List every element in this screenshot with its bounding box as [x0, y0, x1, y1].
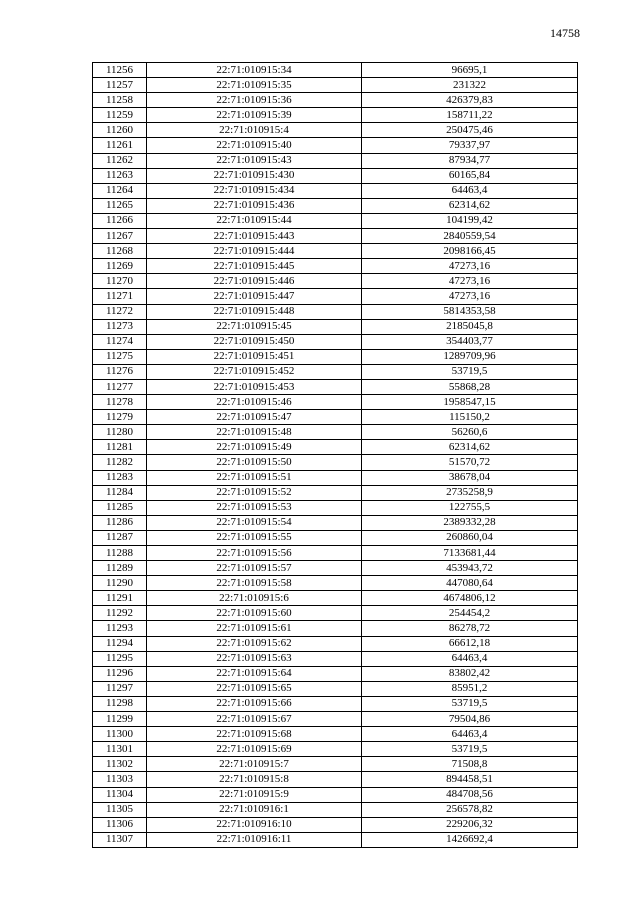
cadastral-number-cell: 22:71:010915:448: [147, 304, 362, 319]
cadastral-number-cell: 22:71:010915:40: [147, 138, 362, 153]
cadastral-number-cell: 22:71:010915:451: [147, 349, 362, 364]
value-cell: 1958547,15: [362, 395, 578, 410]
row-number-cell: 11260: [93, 123, 147, 138]
value-cell: 79504,86: [362, 712, 578, 727]
cadastral-number-cell: 22:71:010915:446: [147, 274, 362, 289]
value-cell: 104199,42: [362, 213, 578, 228]
table-row: [93, 213, 578, 228]
value-cell: 51570,72: [362, 455, 578, 470]
table-row: [93, 455, 578, 470]
cadastral-number-cell: 22:71:010915:9: [147, 787, 362, 802]
cadastral-number-cell: 22:71:010915:56: [147, 546, 362, 561]
table-row: [93, 515, 578, 530]
cadastral-number-cell: 22:71:010915:434: [147, 183, 362, 198]
row-number-cell: 11286: [93, 515, 147, 530]
cadastral-number-cell: 22:71:010915:57: [147, 561, 362, 576]
data-table: [92, 62, 578, 848]
row-number-cell: 11303: [93, 772, 147, 787]
cadastral-number-cell: 22:71:010915:450: [147, 334, 362, 349]
table-row: [93, 78, 578, 93]
cadastral-number-cell: 22:71:010915:4: [147, 123, 362, 138]
table-row: [93, 183, 578, 198]
cadastral-number-cell: 22:71:010915:45: [147, 319, 362, 334]
table-row: [93, 636, 578, 651]
cadastral-number-cell: 22:71:010915:436: [147, 198, 362, 213]
cadastral-number-cell: 22:71:010915:430: [147, 168, 362, 183]
value-cell: 38678,04: [362, 470, 578, 485]
table-row: [93, 742, 578, 757]
cadastral-number-cell: 22:71:010915:7: [147, 757, 362, 772]
value-cell: 47273,16: [362, 289, 578, 304]
cadastral-number-cell: 22:71:010915:67: [147, 712, 362, 727]
cadastral-number-cell: 22:71:010915:34: [147, 63, 362, 78]
row-number-cell: 11294: [93, 636, 147, 651]
table-row: [93, 168, 578, 183]
row-number-cell: 11270: [93, 274, 147, 289]
row-number-cell: 11256: [93, 63, 147, 78]
table-row: [93, 500, 578, 515]
table-row: [93, 123, 578, 138]
cadastral-number-cell: 22:71:010915:36: [147, 93, 362, 108]
value-cell: 86278,72: [362, 621, 578, 636]
row-number-cell: 11288: [93, 546, 147, 561]
value-cell: 447080,64: [362, 576, 578, 591]
table-row: [93, 576, 578, 591]
cadastral-number-cell: 22:71:010915:55: [147, 530, 362, 545]
value-cell: 56260,6: [362, 425, 578, 440]
table-row: [93, 334, 578, 349]
cadastral-number-cell: 22:71:010915:48: [147, 425, 362, 440]
row-number-cell: 11267: [93, 229, 147, 244]
row-number-cell: 11264: [93, 183, 147, 198]
cadastral-number-cell: 22:71:010915:47: [147, 410, 362, 425]
cadastral-number-cell: 22:71:010915:64: [147, 666, 362, 681]
cadastral-number-cell: 22:71:010915:54: [147, 515, 362, 530]
cadastral-number-cell: 22:71:010915:8: [147, 772, 362, 787]
table-row: [93, 379, 578, 394]
cadastral-number-cell: 22:71:010915:62: [147, 636, 362, 651]
page-number: 14758: [550, 26, 580, 40]
table-row: [93, 440, 578, 455]
table-row: [93, 138, 578, 153]
table-row: [93, 229, 578, 244]
row-number-cell: 11261: [93, 138, 147, 153]
row-number-cell: 11272: [93, 304, 147, 319]
value-cell: 55868,28: [362, 379, 578, 394]
value-cell: 250475,46: [362, 123, 578, 138]
table-row: [93, 591, 578, 606]
cadastral-number-cell: 22:71:010915:63: [147, 651, 362, 666]
row-number-cell: 11305: [93, 802, 147, 817]
row-number-cell: 11273: [93, 319, 147, 334]
table-row: [93, 832, 578, 847]
row-number-cell: 11276: [93, 364, 147, 379]
row-number-cell: 11281: [93, 440, 147, 455]
value-cell: 64463,4: [362, 183, 578, 198]
row-number-cell: 11259: [93, 108, 147, 123]
row-number-cell: 11268: [93, 244, 147, 259]
table-row: [93, 772, 578, 787]
row-number-cell: 11297: [93, 681, 147, 696]
row-number-cell: 11307: [93, 832, 147, 847]
cadastral-number-cell: 22:71:010915:6: [147, 591, 362, 606]
row-number-cell: 11290: [93, 576, 147, 591]
cadastral-number-cell: 22:71:010915:46: [147, 395, 362, 410]
cadastral-number-cell: 22:71:010916:1: [147, 802, 362, 817]
row-number-cell: 11302: [93, 757, 147, 772]
row-number-cell: 11285: [93, 500, 147, 515]
table-row: [93, 621, 578, 636]
row-number-cell: 11265: [93, 198, 147, 213]
cadastral-number-cell: 22:71:010915:49: [147, 440, 362, 455]
row-number-cell: 11299: [93, 712, 147, 727]
row-number-cell: 11284: [93, 485, 147, 500]
value-cell: 7133681,44: [362, 546, 578, 561]
table-row: [93, 606, 578, 621]
table-body: [93, 63, 578, 848]
value-cell: 229206,32: [362, 817, 578, 832]
table-row: [93, 198, 578, 213]
table-row: [93, 787, 578, 802]
value-cell: 453943,72: [362, 561, 578, 576]
table-row: [93, 546, 578, 561]
table-row: [93, 802, 578, 817]
cadastral-number-cell: 22:71:010915:51: [147, 470, 362, 485]
table-row: [93, 349, 578, 364]
row-number-cell: 11266: [93, 213, 147, 228]
cadastral-number-cell: 22:71:010915:44: [147, 213, 362, 228]
value-cell: 47273,16: [362, 259, 578, 274]
cadastral-number-cell: 22:71:010915:58: [147, 576, 362, 591]
cadastral-number-cell: 22:71:010915:35: [147, 78, 362, 93]
table-row: [93, 485, 578, 500]
value-cell: 47273,16: [362, 274, 578, 289]
cadastral-number-cell: 22:71:010915:43: [147, 153, 362, 168]
table-row: [93, 93, 578, 108]
table-row: [93, 757, 578, 772]
row-number-cell: 11298: [93, 696, 147, 711]
value-cell: 231322: [362, 78, 578, 93]
table-row: [93, 530, 578, 545]
value-cell: 354403,77: [362, 334, 578, 349]
table-row: [93, 817, 578, 832]
value-cell: 96695,1: [362, 63, 578, 78]
table-row: [93, 666, 578, 681]
row-number-cell: 11296: [93, 666, 147, 681]
row-number-cell: 11293: [93, 621, 147, 636]
table-row: [93, 244, 578, 259]
value-cell: 484708,56: [362, 787, 578, 802]
row-number-cell: 11287: [93, 530, 147, 545]
table-row: [93, 319, 578, 334]
value-cell: 83802,42: [362, 666, 578, 681]
row-number-cell: 11274: [93, 334, 147, 349]
row-number-cell: 11295: [93, 651, 147, 666]
value-cell: 85951,2: [362, 681, 578, 696]
table-row: [93, 259, 578, 274]
value-cell: 5814353,58: [362, 304, 578, 319]
table-row: [93, 696, 578, 711]
cadastral-number-cell: 22:71:010915:52: [147, 485, 362, 500]
row-number-cell: 11291: [93, 591, 147, 606]
row-number-cell: 11269: [93, 259, 147, 274]
table-row: [93, 395, 578, 410]
cadastral-number-cell: 22:71:010915:39: [147, 108, 362, 123]
row-number-cell: 11289: [93, 561, 147, 576]
row-number-cell: 11277: [93, 379, 147, 394]
table-row: [93, 681, 578, 696]
value-cell: 1289709,96: [362, 349, 578, 364]
cadastral-number-cell: 22:71:010915:61: [147, 621, 362, 636]
table-row: [93, 561, 578, 576]
row-number-cell: 11283: [93, 470, 147, 485]
value-cell: 60165,84: [362, 168, 578, 183]
value-cell: 87934,77: [362, 153, 578, 168]
value-cell: 62314,62: [362, 440, 578, 455]
table-row: [93, 425, 578, 440]
cadastral-number-cell: 22:71:010915:453: [147, 379, 362, 394]
cadastral-number-cell: 22:71:010915:66: [147, 696, 362, 711]
row-number-cell: 11271: [93, 289, 147, 304]
value-cell: 894458,51: [362, 772, 578, 787]
value-cell: 115150,2: [362, 410, 578, 425]
row-number-cell: 11300: [93, 727, 147, 742]
value-cell: 79337,97: [362, 138, 578, 153]
cadastral-number-cell: 22:71:010915:69: [147, 742, 362, 757]
value-cell: 260860,04: [362, 530, 578, 545]
value-cell: 53719,5: [362, 742, 578, 757]
table-row: [93, 727, 578, 742]
row-number-cell: 11278: [93, 395, 147, 410]
value-cell: 2840559,54: [362, 229, 578, 244]
cadastral-number-cell: 22:71:010915:65: [147, 681, 362, 696]
row-number-cell: 11280: [93, 425, 147, 440]
table-row: [93, 63, 578, 78]
value-cell: 2098166,45: [362, 244, 578, 259]
row-number-cell: 11304: [93, 787, 147, 802]
table-row: [93, 470, 578, 485]
value-cell: 71508,8: [362, 757, 578, 772]
cadastral-number-cell: 22:71:010915:444: [147, 244, 362, 259]
table-row: [93, 712, 578, 727]
value-cell: 64463,4: [362, 727, 578, 742]
value-cell: 1426692,4: [362, 832, 578, 847]
row-number-cell: 11279: [93, 410, 147, 425]
value-cell: 122755,5: [362, 500, 578, 515]
cadastral-number-cell: 22:71:010915:452: [147, 364, 362, 379]
row-number-cell: 11263: [93, 168, 147, 183]
table-row: [93, 274, 578, 289]
cadastral-number-cell: 22:71:010915:50: [147, 455, 362, 470]
table-row: [93, 651, 578, 666]
cadastral-number-cell: 22:71:010916:10: [147, 817, 362, 832]
table-row: [93, 304, 578, 319]
cadastral-number-cell: 22:71:010915:60: [147, 606, 362, 621]
row-number-cell: 11306: [93, 817, 147, 832]
table-row: [93, 289, 578, 304]
value-cell: 2185045,8: [362, 319, 578, 334]
value-cell: 426379,83: [362, 93, 578, 108]
row-number-cell: 11301: [93, 742, 147, 757]
row-number-cell: 11257: [93, 78, 147, 93]
table-row: [93, 364, 578, 379]
value-cell: 64463,4: [362, 651, 578, 666]
value-cell: 66612,18: [362, 636, 578, 651]
table-row: [93, 410, 578, 425]
row-number-cell: 11282: [93, 455, 147, 470]
value-cell: 4674806,12: [362, 591, 578, 606]
value-cell: 53719,5: [362, 696, 578, 711]
table-row: [93, 108, 578, 123]
table-row: [93, 153, 578, 168]
cadastral-number-cell: 22:71:010915:68: [147, 727, 362, 742]
row-number-cell: 11258: [93, 93, 147, 108]
cadastral-number-cell: 22:71:010915:447: [147, 289, 362, 304]
value-cell: 254454,2: [362, 606, 578, 621]
cadastral-number-cell: 22:71:010915:445: [147, 259, 362, 274]
row-number-cell: 11292: [93, 606, 147, 621]
cadastral-number-cell: 22:71:010915:53: [147, 500, 362, 515]
cadastral-number-cell: 22:71:010915:443: [147, 229, 362, 244]
value-cell: 256578,82: [362, 802, 578, 817]
value-cell: 158711,22: [362, 108, 578, 123]
value-cell: 53719,5: [362, 364, 578, 379]
value-cell: 2389332,28: [362, 515, 578, 530]
value-cell: 2735258,9: [362, 485, 578, 500]
row-number-cell: 11275: [93, 349, 147, 364]
value-cell: 62314,62: [362, 198, 578, 213]
row-number-cell: 11262: [93, 153, 147, 168]
cadastral-number-cell: 22:71:010916:11: [147, 832, 362, 847]
